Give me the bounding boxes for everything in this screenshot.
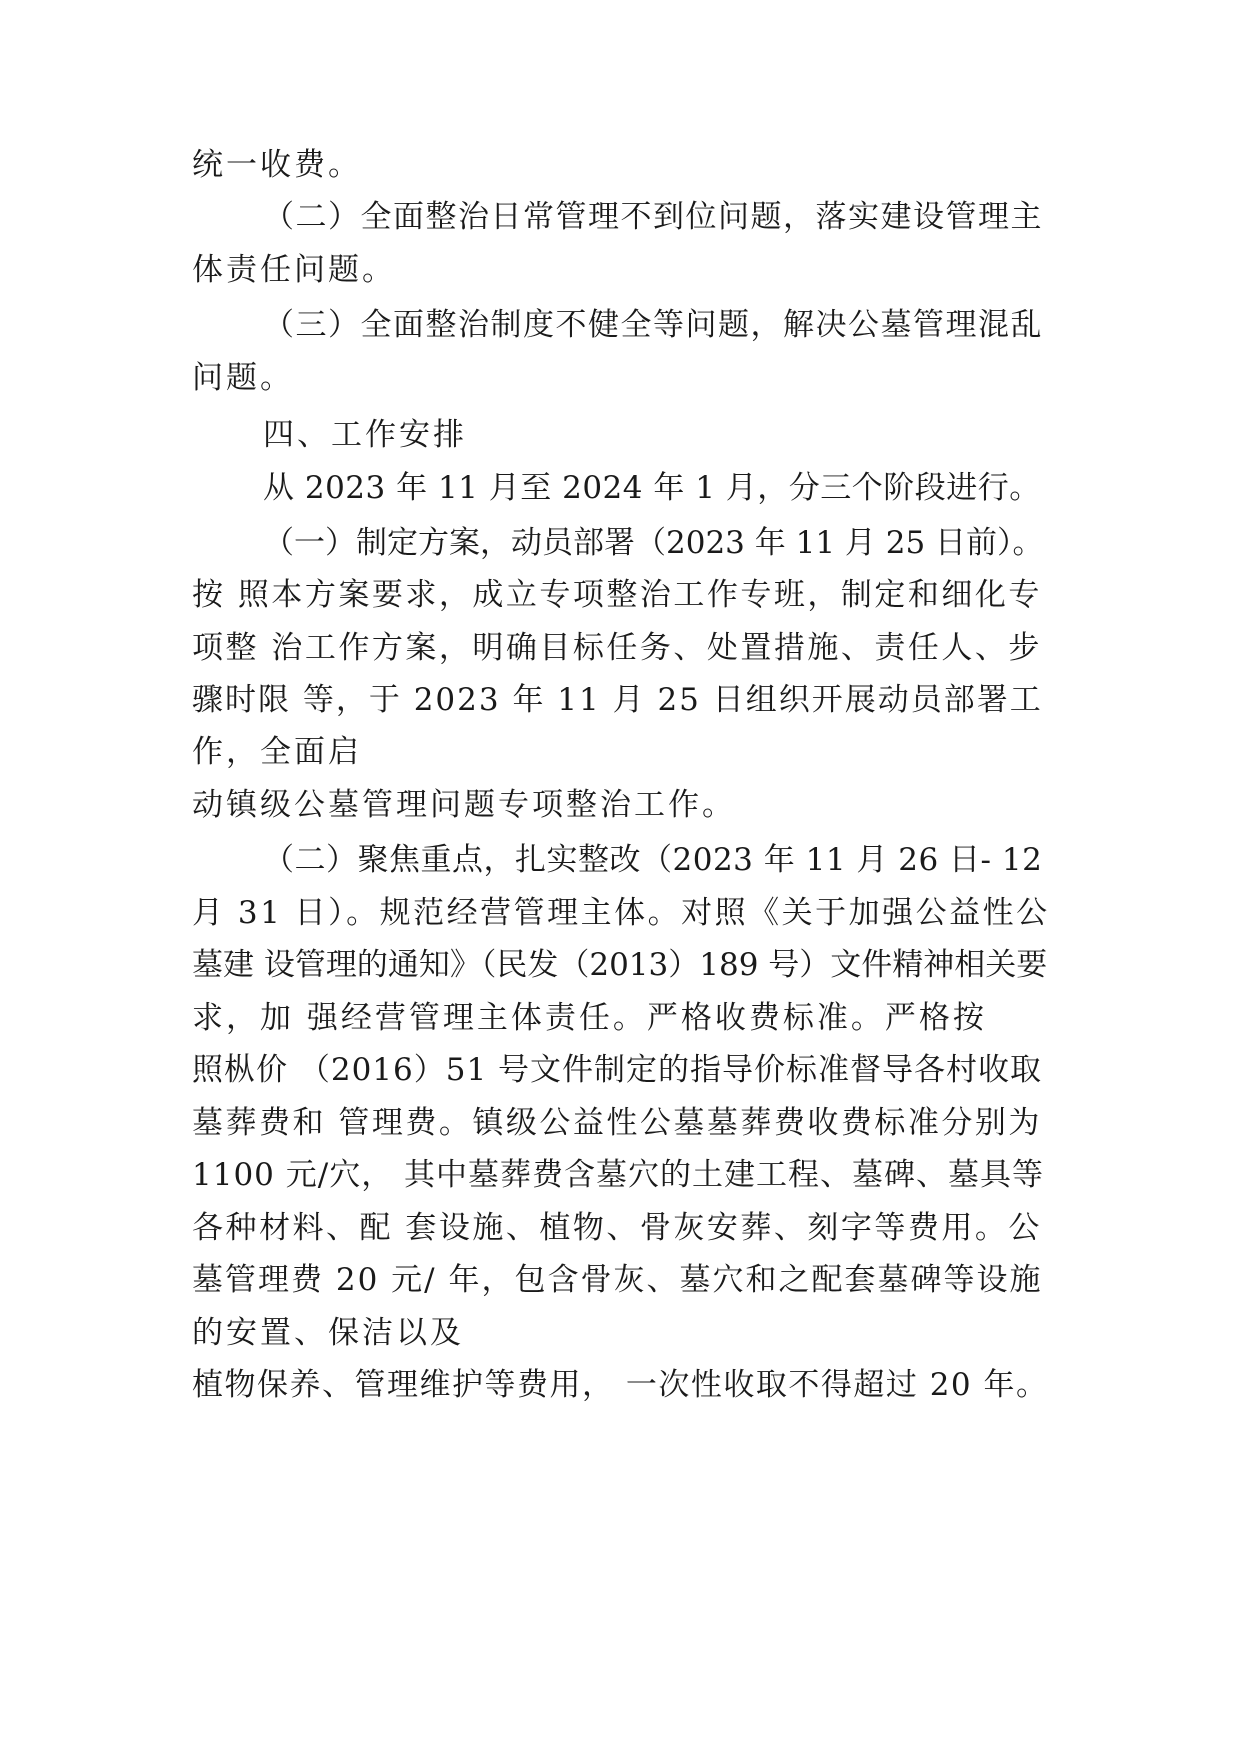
text-line: 统一收费。 (192, 147, 362, 183)
text-line: 求，加 强经营管理主体责任。严格收费标准。严格按 (192, 1000, 987, 1036)
text-line: 墓葬费和 管理费。镇级公益性公墓墓葬费收费标准分别为 (192, 1105, 1042, 1141)
section-heading: 四、工作安排 (263, 417, 467, 453)
text-line: 动镇级公墓管理问题专项整治工作。 (192, 787, 736, 823)
text-line: （三）全面整治制度不健全等问题，解决公墓管理混乱 (263, 307, 1043, 343)
text-line: 植物保养、管理维护等费用， 一次性收取不得超过 20 年。 (192, 1367, 1049, 1403)
text-line: 1100 元/穴， 其中墓葬费含墓穴的土建工程、墓碑、墓具等 (192, 1157, 1045, 1193)
text-line: 墓建 设管理的通知》（民发（2013）189 号）文件精神相关要 (192, 947, 1048, 983)
text-line: （二）聚焦重点，扎实整改（2023 年 11 月 26 日- 12 (263, 842, 1043, 878)
text-line: 体责任问题。 (192, 252, 396, 288)
text-line: 的安置、保洁以及 (192, 1315, 464, 1351)
text-line: 照枞价 （2016）51 号文件制定的指导价标准督导各村收取 (192, 1052, 1043, 1088)
text-line: 骤时限 等，于 2023 年 11 月 25 日组织开展动员部署工 (192, 682, 1043, 718)
text-line: 各种材料、配 套设施、植物、骨灰安葬、刻字等费用。公 (192, 1210, 1042, 1246)
text-line: 按 照本方案要求，成立专项整治工作专班，制定和细化专 (192, 577, 1042, 613)
text-line: 问题。 (192, 360, 294, 396)
text-line: 月 31 日）。规范经营管理主体。对照《关于加强公益性公 (192, 895, 1050, 931)
text-line: （一）制定方案，动员部署（2023 年 11 月 25 日前）。 (263, 525, 1044, 561)
text-line: 从 2023 年 11 月至 2024 年 1 月，分三个阶段进行。 (263, 470, 1041, 506)
text-line: 作，全面启 (192, 734, 362, 770)
text-line: （二）全面整治日常管理不到位问题，落实建设管理主 (263, 199, 1043, 235)
text-line: 项整 治工作方案，明确目标任务、处置措施、责任人、步 (192, 630, 1042, 666)
text-line: 墓管理费 20 元/ 年，包含骨灰、墓穴和之配套墓碑等设施 (192, 1262, 1043, 1298)
